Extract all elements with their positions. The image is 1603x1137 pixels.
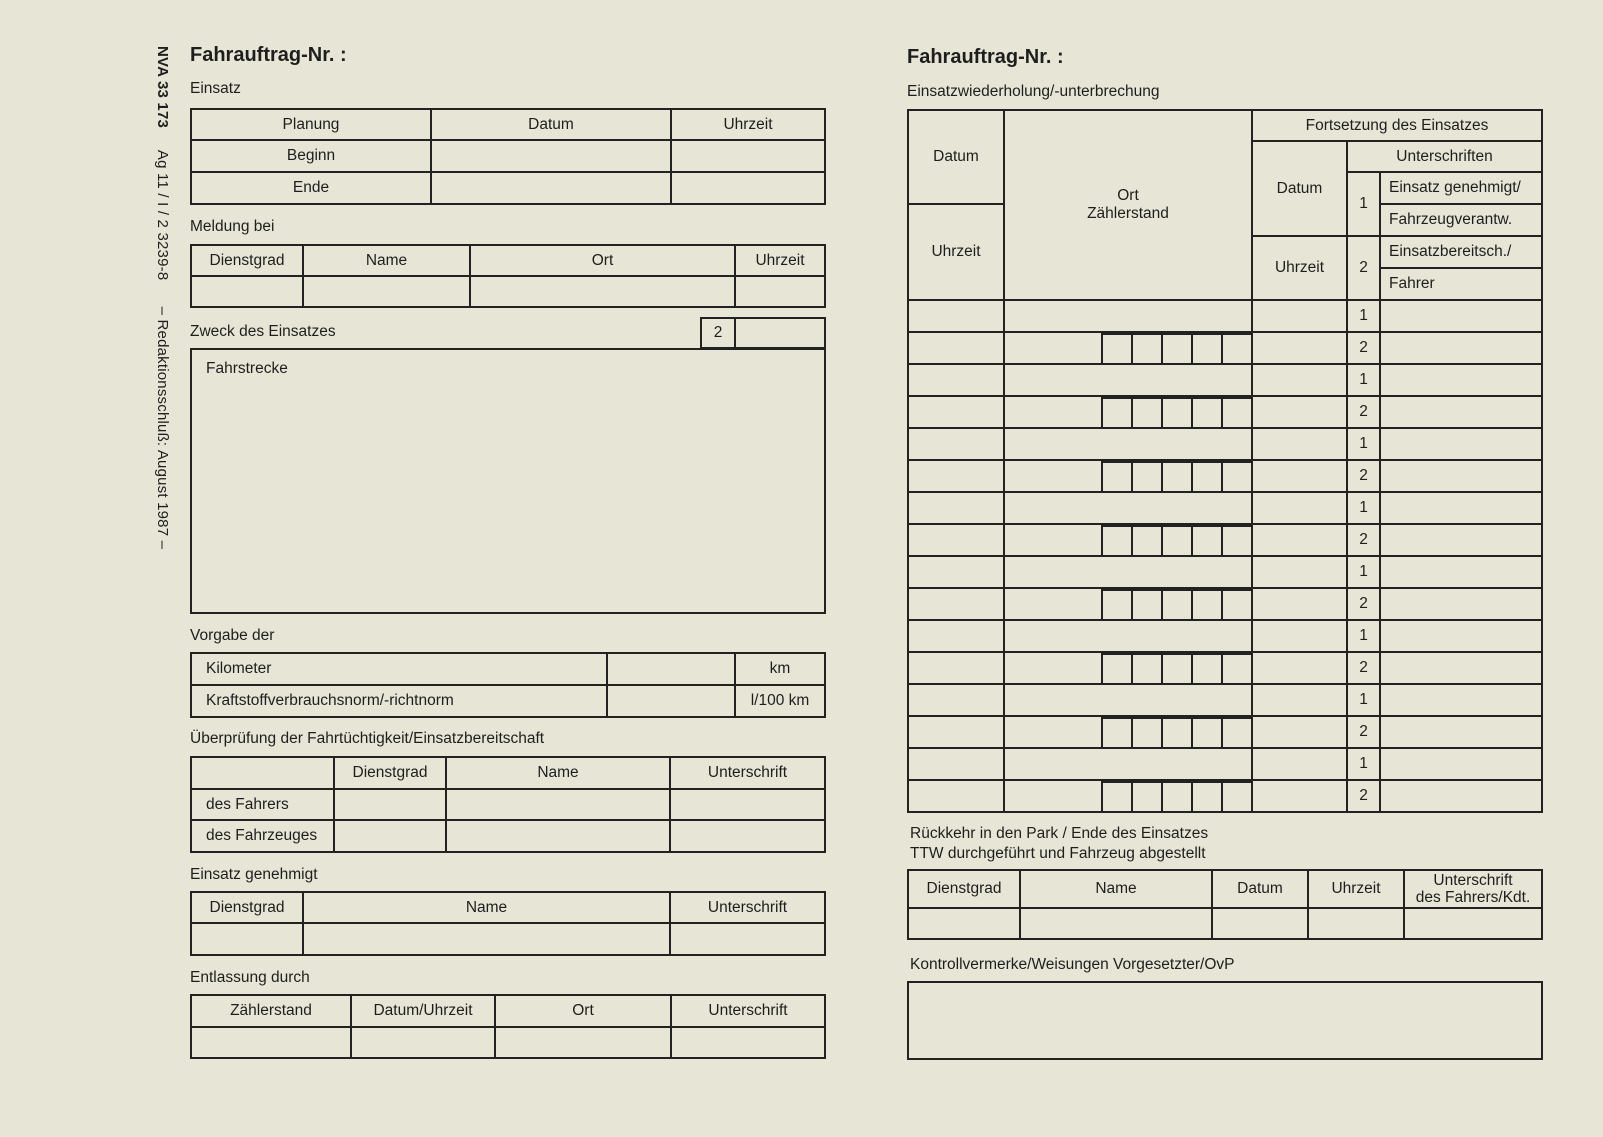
entry-datum-field[interactable]: [908, 428, 1004, 460]
header-datum-uhrzeit: Datum/Uhrzeit: [351, 995, 495, 1027]
genehmigt-unterschrift-field[interactable]: [670, 923, 825, 955]
entry-fortsetzung-uhrzeit-field[interactable]: [1252, 332, 1347, 364]
meldung-dienstgrad-field[interactable]: [191, 276, 303, 307]
kilometer-digits[interactable]: [607, 653, 735, 685]
meldung-label: Meldung bei: [190, 218, 275, 235]
ende-uhrzeit-field[interactable]: [671, 172, 825, 204]
row-number: 2: [1347, 588, 1380, 620]
fahrer-unterschrift-field[interactable]: [670, 789, 825, 820]
kilometer-label: Kilometer: [191, 653, 607, 685]
header-fortsetzung: Fortsetzung des Einsatzes: [1252, 110, 1542, 141]
row-number: 2: [1347, 780, 1380, 812]
entry-uhrzeit-field[interactable]: [908, 460, 1004, 492]
row-number: 2: [1347, 716, 1380, 748]
verbrauchsnorm-label: Kraftstoffverbrauchsnorm/-richtnorm: [191, 685, 607, 717]
header-dienstgrad: Dienstgrad: [191, 892, 303, 923]
row-number: 1: [1347, 556, 1380, 588]
header-unterschrift: Unterschrift: [670, 757, 825, 789]
entry-ort-field[interactable]: [1004, 556, 1252, 588]
entry-unterschrift-field[interactable]: [1380, 300, 1542, 332]
editorial-note: – Redaktionsschluß: August 1987 –: [154, 306, 171, 550]
entry-zaehlerstand-digits[interactable]: [1004, 396, 1252, 428]
entry-zaehlerstand-digits[interactable]: [1004, 780, 1252, 812]
header-empty: [191, 757, 334, 789]
entry-uhrzeit-field[interactable]: [908, 588, 1004, 620]
row-number: 1: [1347, 620, 1380, 652]
header-unterschrift-line2: des Fahrers/Kdt.: [1415, 889, 1531, 906]
row-number: 2: [1347, 652, 1380, 684]
header-datum: Datum: [431, 109, 671, 140]
header-zaehlerstand: Zählerstand: [191, 995, 351, 1027]
entry-uhrzeit-field[interactable]: [908, 524, 1004, 556]
entry-fortsetzung-datum-field[interactable]: [1252, 556, 1347, 588]
vorgabe-label: Vorgabe der: [190, 627, 275, 644]
entry-unterschrift-field[interactable]: [1380, 332, 1542, 364]
entry-unterschrift-field[interactable]: [1380, 588, 1542, 620]
verbrauchsnorm-digits[interactable]: [607, 685, 735, 717]
entry-zaehlerstand-digits[interactable]: [1004, 652, 1252, 684]
entry-datum-field[interactable]: [908, 492, 1004, 524]
ttw-label: TTW durchgeführt und Fahrzeug abgestellt: [910, 845, 1206, 862]
zweck-number-field[interactable]: [735, 318, 825, 348]
entry-unterschrift-field[interactable]: [1380, 428, 1542, 460]
meldung-name-field[interactable]: [303, 276, 470, 307]
entry-fortsetzung-datum-field[interactable]: [1252, 300, 1347, 332]
pruefung-table: [190, 756, 826, 853]
entry-zaehlerstand-digits[interactable]: [1004, 460, 1252, 492]
entry-datum-field[interactable]: [908, 748, 1004, 780]
meldung-ort-field[interactable]: [470, 276, 735, 307]
entry-datum-field[interactable]: [908, 556, 1004, 588]
form-reference: [131, 46, 171, 686]
entry-fortsetzung-uhrzeit-field[interactable]: [1252, 524, 1347, 556]
header-uhrzeit: Uhrzeit: [1308, 870, 1404, 908]
entry-datum-field[interactable]: [908, 364, 1004, 396]
entry-uhrzeit-field[interactable]: [908, 332, 1004, 364]
header-name: Name: [446, 757, 670, 789]
rueckkehr-datum-field[interactable]: [1212, 908, 1308, 939]
row-number: 2: [1347, 460, 1380, 492]
entry-unterschrift-field[interactable]: [1380, 492, 1542, 524]
sig-line-4: Fahrer: [1380, 268, 1542, 300]
row-beginn: Beginn: [191, 140, 431, 172]
wiederholung-label: Einsatzwiederholung/-unterbrechung: [907, 83, 1160, 100]
entry-ort-field[interactable]: [1004, 684, 1252, 716]
entry-fortsetzung-datum-field[interactable]: [1252, 428, 1347, 460]
header-datum: Datum: [1212, 870, 1308, 908]
zweck-label: Zweck des Einsatzes: [190, 323, 336, 340]
entlassung-ort-field[interactable]: [495, 1027, 671, 1058]
sig-line-3: Einsatzbereitsch./: [1380, 236, 1542, 268]
entlassung-datum-field[interactable]: [351, 1027, 495, 1058]
header-name: Name: [1020, 870, 1212, 908]
row-des-fahrzeuges: des Fahrzeuges: [191, 820, 334, 852]
entry-uhrzeit-field[interactable]: [908, 652, 1004, 684]
header-zaehlerstand: Zählerstand: [1087, 205, 1169, 222]
row-number: 1: [1347, 364, 1380, 396]
fahrstrecke-label: Fahrstrecke: [206, 360, 288, 377]
header-unterschrift: Unterschrift: [670, 892, 825, 923]
entry-unterschrift-field[interactable]: [1380, 716, 1542, 748]
header-name: Name: [303, 892, 670, 923]
sig-line-1: Einsatz genehmigt/: [1380, 172, 1542, 204]
rueckkehr-table: [907, 869, 1543, 940]
km-unit: km: [735, 653, 825, 685]
ende-datum-field[interactable]: [431, 172, 671, 204]
header-planung: Planung: [191, 109, 431, 140]
header-ort: Ort: [1117, 187, 1139, 204]
entry-unterschrift-field[interactable]: [1380, 748, 1542, 780]
entry-unterschrift-field[interactable]: [1380, 620, 1542, 652]
sig-number-2: 2: [1347, 236, 1380, 300]
header-uhrzeit: Uhrzeit: [671, 109, 825, 140]
fahrer-name-field[interactable]: [446, 789, 670, 820]
entlassung-label: Entlassung durch: [190, 969, 310, 986]
fahrer-dienstgrad-field[interactable]: [334, 789, 446, 820]
sig-line-2: Fahrzeugverantw.: [1380, 204, 1542, 236]
header-dienstgrad: Dienstgrad: [191, 245, 303, 276]
row-number: 1: [1347, 300, 1380, 332]
header-name: Name: [303, 245, 470, 276]
row-number: 2: [1347, 396, 1380, 428]
entry-fortsetzung-uhrzeit-field[interactable]: [1252, 652, 1347, 684]
einsatz-label: Einsatz: [190, 80, 241, 97]
genehmigt-name-field[interactable]: [303, 923, 670, 955]
entry-datum-field[interactable]: [908, 684, 1004, 716]
header-ort: Ort: [495, 995, 671, 1027]
entry-ort-field[interactable]: [1004, 620, 1252, 652]
fahrstrecke-box[interactable]: [190, 348, 826, 614]
zweck-number: 2: [701, 318, 735, 348]
rueckkehr-uhrzeit-field[interactable]: [1308, 908, 1404, 939]
header-dienstgrad: Dienstgrad: [334, 757, 446, 789]
rueckkehr-unterschrift-field[interactable]: [1404, 908, 1542, 939]
kontroll-box[interactable]: [907, 981, 1543, 1060]
entry-uhrzeit-field[interactable]: [908, 716, 1004, 748]
genehmigt-label: Einsatz genehmigt: [190, 866, 318, 883]
genehmigt-dienstgrad-field[interactable]: [191, 923, 303, 955]
entry-fortsetzung-uhrzeit-field[interactable]: [1252, 588, 1347, 620]
entry-unterschrift-field[interactable]: [1380, 780, 1542, 812]
header-unterschrift: Unterschrift: [671, 995, 825, 1027]
header-unterschrift: [1404, 870, 1542, 908]
fahrzeug-dienstgrad-field[interactable]: [334, 820, 446, 852]
entlassung-table: [190, 994, 826, 1059]
header-ort-zaehlerstand: [1004, 110, 1252, 300]
entry-fortsetzung-uhrzeit-field[interactable]: [1252, 396, 1347, 428]
entry-unterschrift-field[interactable]: [1380, 364, 1542, 396]
beginn-uhrzeit-field[interactable]: [671, 140, 825, 172]
header-fortsetzung-datum: Datum: [1252, 141, 1347, 236]
wiederholung-table: [907, 109, 1543, 813]
row-ende: Ende: [191, 172, 431, 204]
entry-ort-field[interactable]: [1004, 428, 1252, 460]
row-number: 1: [1347, 684, 1380, 716]
entry-fortsetzung-datum-field[interactable]: [1252, 748, 1347, 780]
fahrzeug-name-field[interactable]: [446, 820, 670, 852]
pruefung-label: Überprüfung der Fahrtüchtigkeit/Einsatzbereitschaft: [190, 730, 545, 747]
header-unterschrift-line1: Unterschrift: [1433, 872, 1513, 889]
entry-zaehlerstand-digits[interactable]: [1004, 588, 1252, 620]
header-ort: Ort: [470, 245, 735, 276]
print-number: Ag 11 / I / 2 3239-8: [154, 149, 171, 281]
rueckkehr-label: Rückkehr in den Park / Ende des Einsatzes: [910, 825, 1209, 842]
entry-unterschrift-field[interactable]: [1380, 684, 1542, 716]
row-number: 2: [1347, 524, 1380, 556]
entry-fortsetzung-uhrzeit-field[interactable]: [1252, 460, 1347, 492]
entry-fortsetzung-datum-field[interactable]: [1252, 684, 1347, 716]
left-title: Fahrauftrag-Nr. :: [190, 44, 347, 66]
header-unterschriften: Unterschriften: [1347, 141, 1542, 172]
entry-fortsetzung-datum-field[interactable]: [1252, 492, 1347, 524]
entry-uhrzeit-field[interactable]: [908, 780, 1004, 812]
entry-zaehlerstand-digits[interactable]: [1004, 332, 1252, 364]
entry-fortsetzung-uhrzeit-field[interactable]: [1252, 780, 1347, 812]
entry-fortsetzung-datum-field[interactable]: [1252, 364, 1347, 396]
header-dienstgrad: Dienstgrad: [908, 870, 1020, 908]
row-number: 2: [1347, 332, 1380, 364]
sig-number-1: 1: [1347, 172, 1380, 236]
header-fortsetzung-uhrzeit: Uhrzeit: [1252, 236, 1347, 300]
entry-unterschrift-field[interactable]: [1380, 460, 1542, 492]
entry-fortsetzung-datum-field[interactable]: [1252, 620, 1347, 652]
entry-zaehlerstand-digits[interactable]: [1004, 716, 1252, 748]
entry-zaehlerstand-digits[interactable]: [1004, 524, 1252, 556]
row-number: 1: [1347, 748, 1380, 780]
entry-unterschrift-field[interactable]: [1380, 524, 1542, 556]
entry-ort-field[interactable]: [1004, 748, 1252, 780]
meldung-uhrzeit-field[interactable]: [735, 276, 825, 307]
genehmigt-table: [190, 891, 826, 956]
entry-datum-field[interactable]: [908, 620, 1004, 652]
rueckkehr-name-field[interactable]: [1020, 908, 1212, 939]
entlassung-unterschrift-field[interactable]: [671, 1027, 825, 1058]
entry-unterschrift-field[interactable]: [1380, 396, 1542, 428]
entry-ort-field[interactable]: [1004, 300, 1252, 332]
beginn-datum-field[interactable]: [431, 140, 671, 172]
entry-uhrzeit-field[interactable]: [908, 396, 1004, 428]
einsatz-table: [190, 108, 826, 205]
entry-datum-field[interactable]: [908, 300, 1004, 332]
header-datum: Datum: [908, 110, 1004, 204]
kontroll-label: Kontrollvermerke/Weisungen Vorgesetzter/OvP: [910, 956, 1235, 973]
rueckkehr-dienstgrad-field[interactable]: [908, 908, 1020, 939]
vorgabe-table: [190, 652, 826, 718]
header-uhrzeit: Uhrzeit: [908, 204, 1004, 300]
fahrzeug-unterschrift-field[interactable]: [670, 820, 825, 852]
l100km-unit: l/100 km: [735, 685, 825, 717]
zweck-number-box: [700, 317, 826, 349]
entry-unterschrift-field[interactable]: [1380, 556, 1542, 588]
row-number: 1: [1347, 428, 1380, 460]
row-des-fahrers: des Fahrers: [191, 789, 334, 820]
entry-unterschrift-field[interactable]: [1380, 652, 1542, 684]
entry-ort-field[interactable]: [1004, 492, 1252, 524]
meldung-table: [190, 244, 826, 308]
header-uhrzeit: Uhrzeit: [735, 245, 825, 276]
form-code: NVA 33 173: [154, 46, 171, 129]
right-title: Fahrauftrag-Nr. :: [907, 46, 1064, 68]
row-number: 1: [1347, 492, 1380, 524]
entry-ort-field[interactable]: [1004, 364, 1252, 396]
entry-fortsetzung-uhrzeit-field[interactable]: [1252, 716, 1347, 748]
entlassung-zaehlerstand-digits[interactable]: [191, 1027, 351, 1058]
